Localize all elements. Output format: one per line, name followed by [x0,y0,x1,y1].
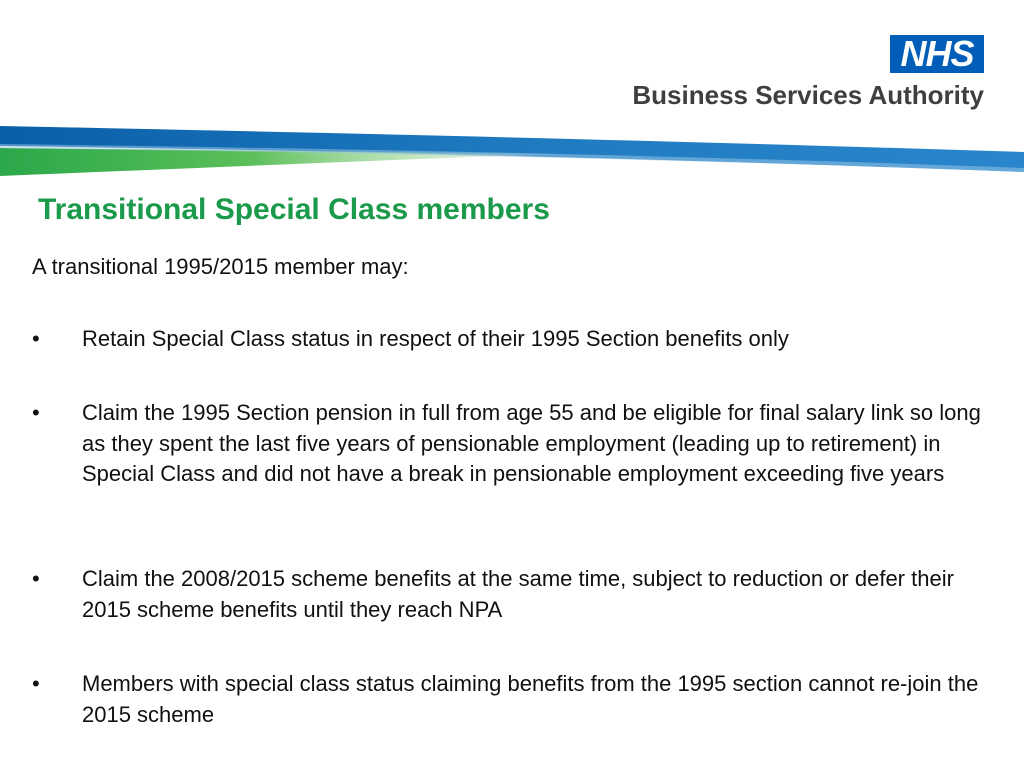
bullet-item [32,398,1002,490]
bullet-marker: • [32,671,40,696]
bullet-text: Claim the 1995 Section pension in full from age 55 and be eligible for final salary link so long as they spent the last five years of pensionable employment (leading up to retirement) in Special Class and did not have a break in pensionable employment exceeding five years [82,400,981,486]
header-swoosh-band [0,120,1024,182]
bullet-marker: • [32,400,40,425]
bullet-item [32,669,1002,730]
bullet-text: Retain Special Class status in respect of their 1995 Section benefits only [82,326,789,351]
intro-text: A transitional 1995/2015 member may: [32,254,409,279]
bullet-item [32,324,1002,355]
bullet-marker: • [32,566,40,591]
bullet-text: Members with special class status claiming benefits from the 1995 section cannot re-join the 2015 scheme [82,671,979,727]
nhs-logo: NHS [890,35,984,73]
bullet-marker: • [32,326,40,351]
slide-title: Transitional Special Class members [38,193,550,226]
bullet-text: Claim the 2008/2015 scheme benefits at the same time, subject to reduction or defer their 2015 scheme benefits until they reach NPA [82,566,954,622]
organisation-name: Business Services Authority [632,80,984,110]
bullet-item [32,564,1002,625]
